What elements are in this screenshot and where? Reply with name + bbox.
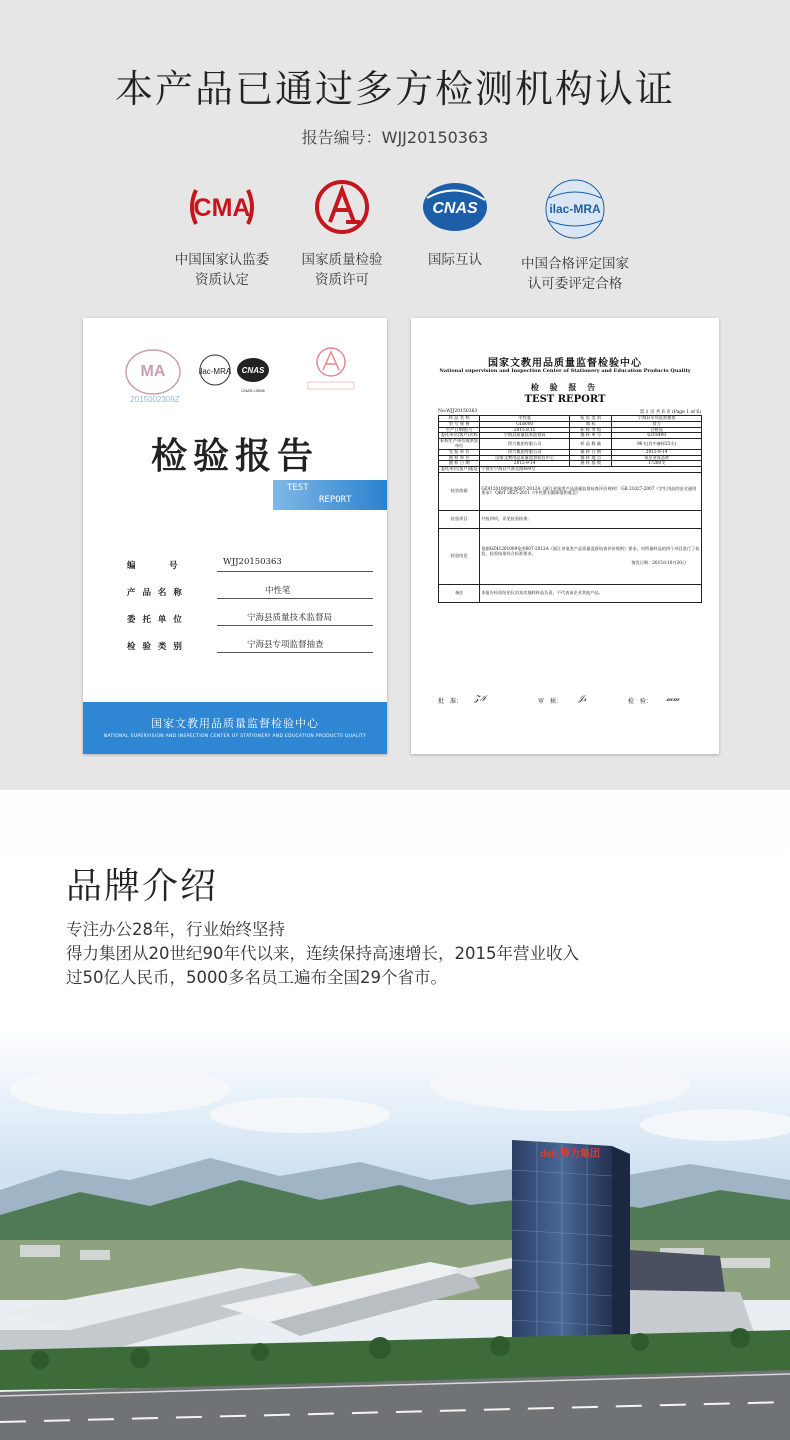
report-title-cn: 检 验 报 告 [530,382,600,392]
cma-icon [182,178,262,236]
signature-image: 𝒵ℐ [474,694,486,703]
logo-cal [277,178,407,290]
report-no: No:WJJ20150363 [438,409,478,414]
cover-field-row: 产 品 名 称 中性笔 [127,582,367,609]
building-sign: deli 得力集团 [540,1149,601,1160]
ilac-mra-caption: 中国合格评定国家 认可委评定合格 [521,256,629,292]
logo-ilac-mra [510,178,640,294]
table-row: 生产日期/批号 2015.9.11 标 称 等 级 合格品 [439,427,702,433]
cal-caption: 国家质量检验 资质许可 [301,252,383,288]
svg-text:ilac-MRA: ilac-MRA [198,367,232,376]
cover-field-row: 检 验 类 别 宁海县专项监督抽查 [127,636,367,663]
report-cover [83,318,387,754]
logo-cnas [390,178,520,270]
cover-footer-cn: 国家文教用品质量监督检验中心 [151,717,319,730]
brand-line: 过50亿人民币，5000多名员工遍布全国29个省市。 [66,968,447,987]
signature-image: 𝓂𝓂 [666,694,680,703]
logo-cma [157,178,287,290]
cnas-caption: 国际互认 [428,252,482,268]
table-row: 委托单位(客户)地址 宁波市宁海县兴海北路400号 [439,467,702,473]
report-title-en: TEST REPORT [524,394,606,405]
report-center-cn: 国家文教用品质量监督检验中心 [488,358,642,369]
headquarters-illustration [0,1030,790,1440]
table-row: 型 号 规 格 GL6000 商 标 得力 [439,421,702,427]
report-page-count: 第 1 页 共 6 页 (Page 1 of 6) [639,410,701,415]
test-report-band: TEST REPORT [273,480,387,510]
ilac-mra-icon [535,178,615,240]
cover-title: 检验报告 [150,435,319,477]
cover-logo-strip [123,336,363,416]
certification-title: 本产品已通过多方检测机构认证 [114,67,675,111]
table-row: 抽 样 单 位 国家文教用品质量监督检验中心 抽 样 地 点 该企业成品库 [439,455,702,461]
cover-fields [127,555,367,663]
table-row: 受 检 单 位 得力集团有限公司 抽 样 日 期 2015-9-14 [439,449,702,455]
table-row: 标称生产单位或供货单位 得力集团有限公司 样 品 数 量 96支(其中备样25支) [439,439,702,450]
cover-field-row: 编 号 WJJ20150363 [127,555,367,582]
table-row: 检验依据 GZ41201009笔类607-2012A《浙江省笔类产品质量监督检查评价规则》 GB 21027-2007《学生用品的安全通用要求》 QB/T 2625-2011《中性墨水圆珠笔和笔芯》 [439,472,702,510]
cover-cnas-icon [237,358,269,393]
brand-title: 品牌介绍 [66,866,219,907]
report-center-en: National supervision and Inspection Center of Stationery and Education Products Quality [439,368,691,374]
signature-image: 𝒥𝓈 [578,694,587,703]
svg-text:MA: MA [140,363,166,380]
svg-text:CNAS: CNAS [241,366,265,375]
svg-text:CNAS: CNAS [432,200,478,217]
table-row: 检验结论 依据GZ41201009笔类607-2012A《浙江省笔类产品质量监督检查评价规则》要求，对所抽样品的四个项目进行了检验，检验结果符合标准要求。 签发日期：2015年10月20日 [439,528,702,584]
brand-description [66,918,726,990]
svg-text:CMA: CMA [193,194,251,222]
table-row: 样 品 名 称 中性笔 检 验 类 别 宁海县专项监督抽查 [439,416,702,422]
brand-line: 得力集团从20世纪90年代以来，连续保持高速增长，2015年营业收入 [66,944,579,963]
report-table [438,415,702,603]
cover-footer-en: NATIONAL SUPERVISION AND INSPECTION CENTER OF STATIONERY AND EDUCATION PRODUCTS QUALITY [103,734,367,739]
brand-line: 专注办公28年，行业始终坚持 [66,920,285,939]
table-row: 检验项目 共检四项，详见检验结果。 [439,510,702,528]
table-row: 抽 样 日 期 2015-9-14 抽 样 基 数 17280支 [439,461,702,467]
svg-text:CNAS L0906: CNAS L0906 [241,388,265,393]
cover-cal-stamp-icon [308,348,354,389]
cma-caption: 中国国家认监委 资质认定 [174,252,270,288]
table-row: 委托单位(客户)名称 宁海县质量技术监督局 抽 样 单 号 6316400 [439,433,702,439]
cover-cma-stamp-icon [126,350,180,404]
cal-icon [302,178,382,236]
svg-text:ilac-MRA: ilac-MRA [549,202,601,216]
cover-ilac-icon [199,355,232,385]
report-page: 国家文教用品质量监督检验中心 National supervision and Inspection Center of Stationery and Education Products Quality 检 验 报 告 TEST REPORT No:WJJ20150363 第 1 页 共 6 页 (Page 1 of 6) 样 品 名 称 中性笔 检 验 类 别 宁海县专项监督抽查 型 号 规 格 GL6000 商 标 得力 生产日期/批号 2015.9.11 标 称 等 级 合格品 委托单位(客户)名称 宁海县质量技术监督局 抽 样 单 号 6316400 标称生产单位或供货单位 得力集团有限公司 样 品 数 量 96支(其中备样25支) 受 检 单 位 得力集团有限公司 抽 样 日 期 2015-9-14 抽 样 单 位 国家文教用品质量监督检验中心 抽 样 地 点 该企业成品库 抽 样 日 期 2015-9-14 抽 样 基 数 17280支 委托单位(客户)地址 宁波市宁海县兴海北路400号 检验依据 GZ41201009笔类607-2012A《浙江省笔类产品质量监督检查评价规则》 GB 21027-2007《学生用品的安全通用要求》 QB/T 2625-2011《中性墨水圆珠笔和笔芯》 检验项目 共检四项，详见检验结果。 检验结论 依据GZ41201009笔类607-2012A《浙江省笔类产品质量监督检查评价规则》要求，对所抽样品的四个项目进行了检验，检验结果符合标准要求。 签发日期：2015年10月20日 备注 本报告检验结论仅对本次抽样样品负责，不代表该企业其他产品。 批 准： 𝒵ℐ 审 核： 𝒥𝓈 检 验： 𝓂𝓂 [411,318,719,754]
cover-field-row: 委 托 单 位 宁海县质量技术监督局 [127,609,367,636]
cover-footer [83,702,387,754]
table-row: 备注 本报告检验结论仅对本次抽样样品负责，不代表该企业其他产品。 [439,584,702,602]
svg-text:2015002309Z: 2015002309Z [130,395,180,404]
headquarters-photo [0,1030,790,1440]
report-number: 报告编号：WJJ20150363 [301,128,489,147]
cnas-icon [415,178,495,236]
